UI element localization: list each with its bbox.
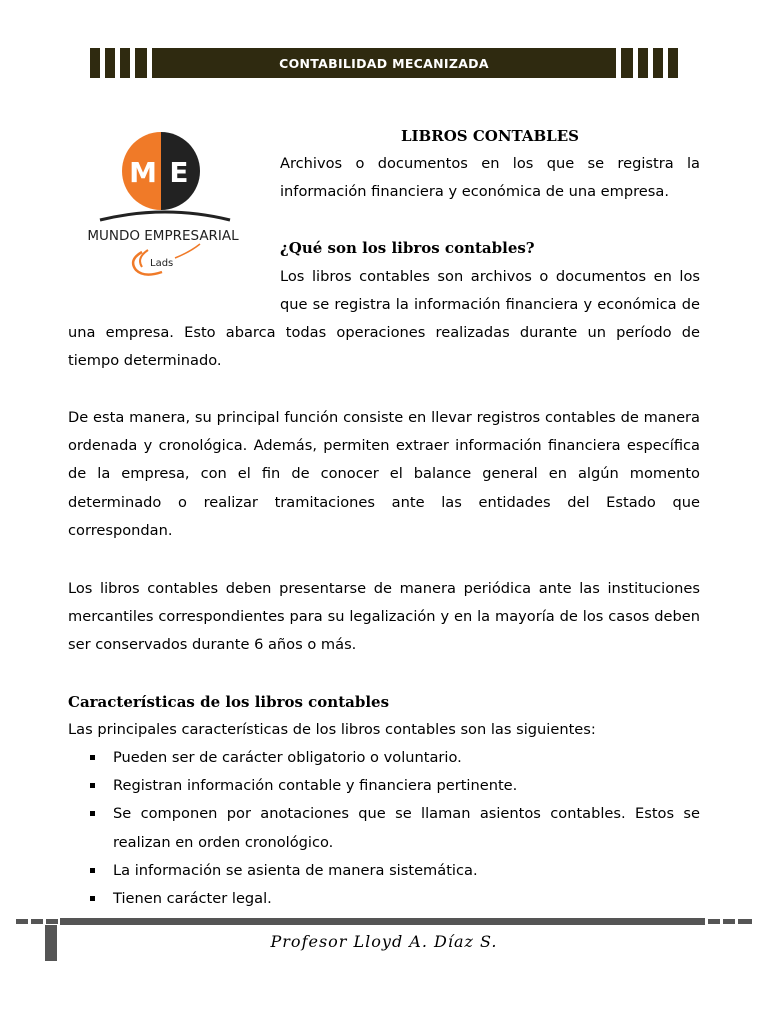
bullet-icon [90, 868, 95, 873]
header-title: CONTABILIDAD MECANIZADA [152, 48, 616, 78]
page-footer [0, 910, 768, 970]
document-title: LIBROS CONTABLES [400, 127, 579, 145]
logo-sub: Lads [150, 258, 174, 269]
banner-stripe [668, 48, 678, 78]
bullet-icon [90, 811, 95, 816]
list-item [68, 744, 700, 772]
list-item [68, 772, 700, 800]
bullet-icon [90, 896, 95, 901]
body-paragraph: Los libros contables deben presentarse de manera periódica ante las instituciones mercantiles correspondientes para su legalización y en la mayoría de los casos deben ser conservados durante 6 años o más. [68, 580, 700, 654]
logo-name: MUNDO EMPRESARIAL [87, 228, 239, 244]
header-banner [90, 48, 678, 78]
banner-stripe [638, 48, 648, 78]
banner-stripe [105, 48, 115, 78]
body-line: Los libros contables son archivos o documentos en los [280, 268, 700, 285]
intro-line: información financiera y económica de una empresa. [280, 183, 669, 200]
banner-stripe [621, 48, 633, 78]
list-item [68, 885, 700, 913]
section-heading: Características de los libros contables [68, 693, 390, 711]
list-item-text: Tienen carácter legal. [113, 890, 272, 908]
section-heading: ¿Qué son los libros contables? [280, 239, 535, 257]
company-logo [70, 120, 270, 280]
logo-letter-m: M [129, 156, 157, 189]
logo-graphic [70, 120, 270, 280]
body-paragraph: Las principales características de los libros contables son las siguientes: [68, 721, 596, 738]
list-item-text: Registran información contable y financiera pertinente. [113, 777, 518, 795]
list-item-text: La información se asienta de manera sistemática. [113, 861, 478, 879]
characteristics-list [68, 744, 700, 913]
logo-letter-e: E [169, 156, 189, 189]
list-item-text: Se componen por anotaciones que se llaman asientos contables. Estos se realizan en orden cronológico. [113, 805, 700, 851]
banner-stripe [90, 48, 100, 78]
body-line: que se registra la información financiera y económica de [280, 296, 700, 313]
footer-signature: Profesor Lloyd A. Díaz S. [270, 932, 498, 951]
banner-stripe [653, 48, 663, 78]
bullet-icon [90, 783, 95, 788]
banner-stripe [135, 48, 147, 78]
bullet-icon [90, 755, 95, 760]
body-paragraph: una empresa. Esto abarca todas operaciones realizadas durante un período de tiempo determinado. [68, 324, 700, 370]
banner-stripe [120, 48, 130, 78]
body-paragraph: De esta manera, su principal función consiste en llevar registros contables de manera ordenada y cronológica. Además, permiten extraer información financiera específica de la empresa, con el fin de conocer el balance general en algún momento determinado o realizar tramitaciones ante las entidades del Estado que correspondan. [68, 409, 700, 539]
intro-line: Archivos o documentos en los que se registra la [280, 155, 700, 172]
list-item [68, 857, 700, 885]
list-item [68, 800, 700, 856]
list-item-text: Pueden ser de carácter obligatorio o voluntario. [113, 749, 462, 766]
